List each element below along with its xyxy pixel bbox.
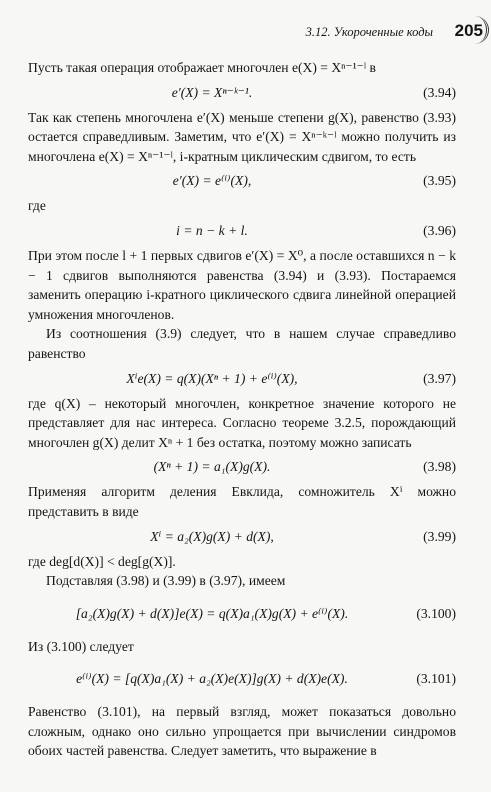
equation-formula: e′(X) = Xⁿ⁻ᵏ⁻¹.: [171, 84, 253, 100]
page-number: 205: [454, 21, 483, 40]
paragraph: При этом после l + 1 первых сдвигов e′(X) = X⁰, а после оставшихся n − k − 1 сдвигов выполняются равенства (3.94) и (3.93). Постараемся заменить операцию i-кратного циклического сдвига линейной операцией умножения многочленов.: [28, 247, 456, 322]
equation-number: (3.95): [423, 173, 456, 189]
paragraph: Пусть такая операция отображает многочлен e(X) = Xⁿ⁻¹⁻ˡ в: [28, 60, 376, 75]
paragraph: Так как степень многочлена e′(X) меньше степени g(X), равенство (3.93) остается справедливым. Заметим, что e′(X) = Xⁿ⁻ᵏ⁻ˡ можно получить из многочлена e(X) = Xⁿ⁻¹⁻ˡ, i-кратным циклическим сдвигом, то есть: [28, 109, 456, 164]
page-header: [0, 20, 491, 50]
paragraph: Равенство (3.101), на первый взгляд, может показаться довольно сложным, однако оно сильно упрощается при вычислении синдромов обоих частей равенства. Следует заметить, что выражение в: [28, 704, 456, 759]
equation-number: (3.98): [423, 459, 456, 475]
equation-formula: Xⁱe(X) = q(X)(Xⁿ + 1) + e⁽ⁱ⁾(X),: [126, 370, 298, 386]
equation-formula: Xⁱ = a₂(X)g(X) + d(X),: [150, 528, 274, 544]
paragraph: Из соотношения (3.9) следует, что в нашем случае справедливо равенство: [28, 326, 456, 361]
equation: [28, 82, 456, 104]
equation-formula: i = n − k + l.: [176, 222, 248, 238]
equation-number: (3.94): [423, 84, 456, 100]
paragraph: где q(X) – некоторый многочлен, конкретное значение которого не представляет для нас интереса. Согласно теореме 3.2.5, порождающий многочлен g(X) делит Xⁿ + 1 без остатка, поэтому можно записать: [28, 395, 456, 450]
running-head: 3.12. Укороченные коды: [305, 25, 433, 39]
equation: [28, 603, 456, 625]
equation-formula: e⁽ⁱ⁾(X) = [q(X)a₁(X) + a₂(X)e(X)]g(X) + d(X)e(X).: [76, 671, 348, 687]
equation-formula: (Xⁿ + 1) = a₁(X)g(X).: [153, 459, 271, 475]
equation: [28, 668, 456, 690]
paragraph: Подставляя (3.98) и (3.99) в (3.97), имеем: [46, 573, 286, 589]
page-body: [28, 58, 456, 761]
equation: [28, 368, 456, 390]
equation-number: (3.99): [423, 528, 456, 544]
equation-number: (3.100): [416, 605, 456, 621]
equation-formula: e′(X) = e⁽ⁱ⁾(X),: [172, 173, 252, 189]
equation: [28, 526, 456, 548]
equation-number: (3.101): [416, 671, 456, 687]
equation-number: (3.96): [423, 222, 456, 238]
equation-number: (3.97): [423, 370, 456, 386]
equation: [28, 170, 456, 192]
paragraph: где: [28, 198, 46, 214]
equation: [28, 456, 456, 478]
paragraph: Из (3.100) следует: [28, 638, 134, 654]
paragraph: где deg[d(X)] < deg[g(X)].: [28, 553, 176, 569]
paragraph: Применяя алгоритм деления Евклида, сомножитель Xⁱ можно представить в виде: [28, 484, 456, 519]
equation-formula: [a₂(X)g(X) + d(X)]e(X) = q(X)a₁(X)g(X) + e⁽ⁱ⁾(X).: [75, 605, 349, 621]
equation: [28, 220, 456, 242]
